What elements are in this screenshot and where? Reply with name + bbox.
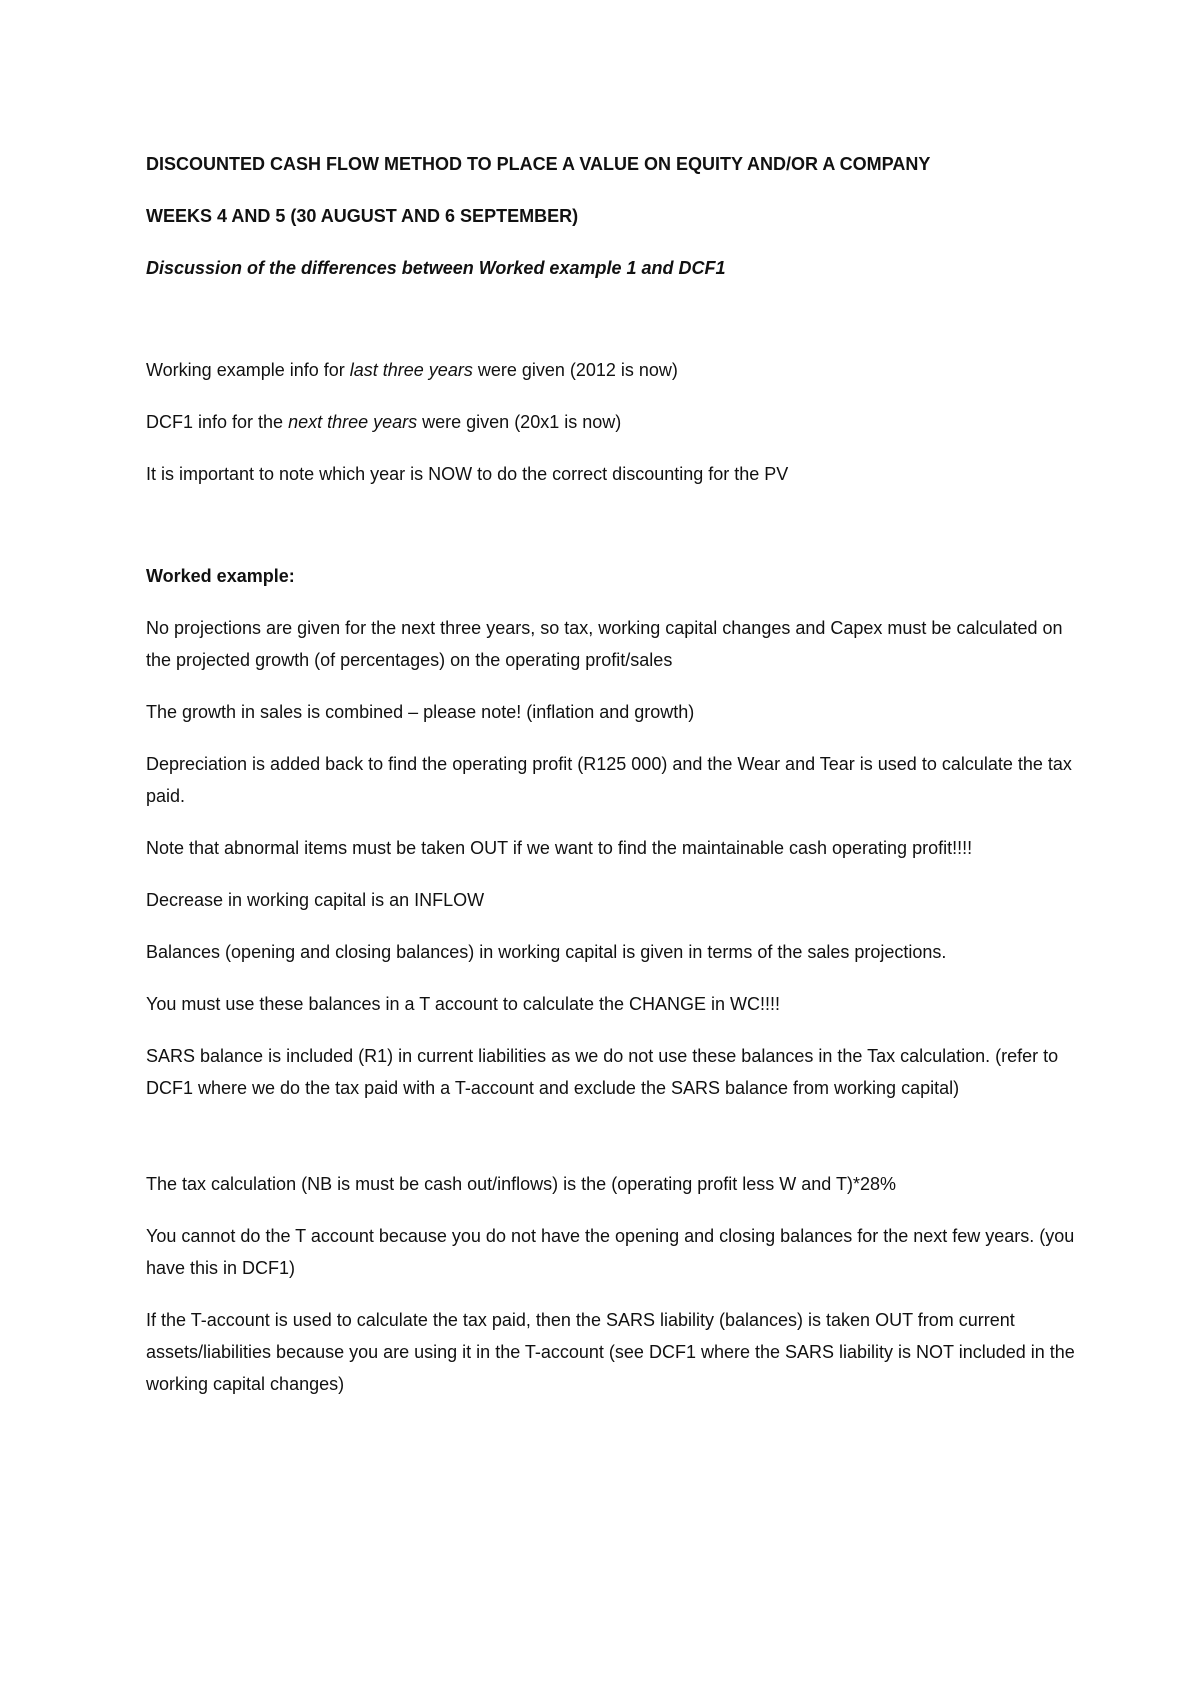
weeks-heading: WEEKS 4 AND 5 (30 AUGUST AND 6 SEPTEMBER) <box>146 206 579 226</box>
document-subtitle: Discussion of the differences between Worked example 1 and DCF1 <box>146 258 726 278</box>
worked-example-paragraph: Depreciation is added back to find the operating profit (R125 000) and the Wear and Tear is used to calculate the tax paid. <box>146 754 1072 806</box>
intro-line-3: It is important to note which year is NOW to do the correct discounting for the PV <box>146 464 789 484</box>
spacer <box>146 304 1076 354</box>
document-body <box>146 148 1076 1420</box>
spacer <box>146 1124 1076 1168</box>
intro-line-2-end: were given (20x1 is now) <box>417 412 622 432</box>
worked-example-paragraph: Note that abnormal items must be taken OUT if we want to find the maintainable cash operating profit!!!! <box>146 838 973 858</box>
worked-example-paragraph: Balances (opening and closing balances) in working capital is given in terms of the sales projections. <box>146 942 947 962</box>
spacer <box>146 510 1076 560</box>
intro-line-1-start: Working example info for <box>146 360 350 380</box>
intro-line-1 <box>146 354 1076 386</box>
tax-paragraph: The tax calculation (NB is must be cash out/inflows) is the (operating profit less W and T)*28% <box>146 1174 896 1194</box>
worked-example-paragraph: Decrease in working capital is an INFLOW <box>146 890 485 910</box>
intro-line-2 <box>146 406 1076 438</box>
intro-line-1-emphasis: last three years <box>349 360 473 380</box>
intro-line-2-emphasis: next three years <box>288 412 418 432</box>
tax-paragraph: You cannot do the T account because you do not have the opening and closing balances for the next few years. (you have this in DCF1) <box>146 1226 1075 1278</box>
intro-line-2-start: DCF1 info for the <box>146 412 289 432</box>
worked-example-paragraph: The growth in sales is combined – please note! (inflation and growth) <box>146 702 695 722</box>
intro-line-1-end: were given (2012 is now) <box>472 360 678 380</box>
worked-example-paragraph: No projections are given for the next three years, so tax, working capital changes and Capex must be calculated on the projected growth (of percentages) on the operating profit/sales <box>146 618 1063 670</box>
worked-example-paragraph: You must use these balances in a T account to calculate the CHANGE in WC!!!! <box>146 994 780 1014</box>
document-title: DISCOUNTED CASH FLOW METHOD TO PLACE A VALUE ON EQUITY AND/OR A COMPANY <box>146 154 931 174</box>
worked-example-heading: Worked example: <box>146 566 295 586</box>
tax-paragraph: If the T-account is used to calculate the tax paid, then the SARS liability (balances) is taken OUT from current assets/liabilities because you are using it in the T-account (see DCF1 where the SARS liability is NOT included in the working capital changes) <box>146 1310 1075 1394</box>
worked-example-paragraph: SARS balance is included (R1) in current liabilities as we do not use these balances in the Tax calculation. (refer to DCF1 where we do the tax paid with a T-account and exclude the SARS balance from working capital) <box>146 1046 1059 1098</box>
